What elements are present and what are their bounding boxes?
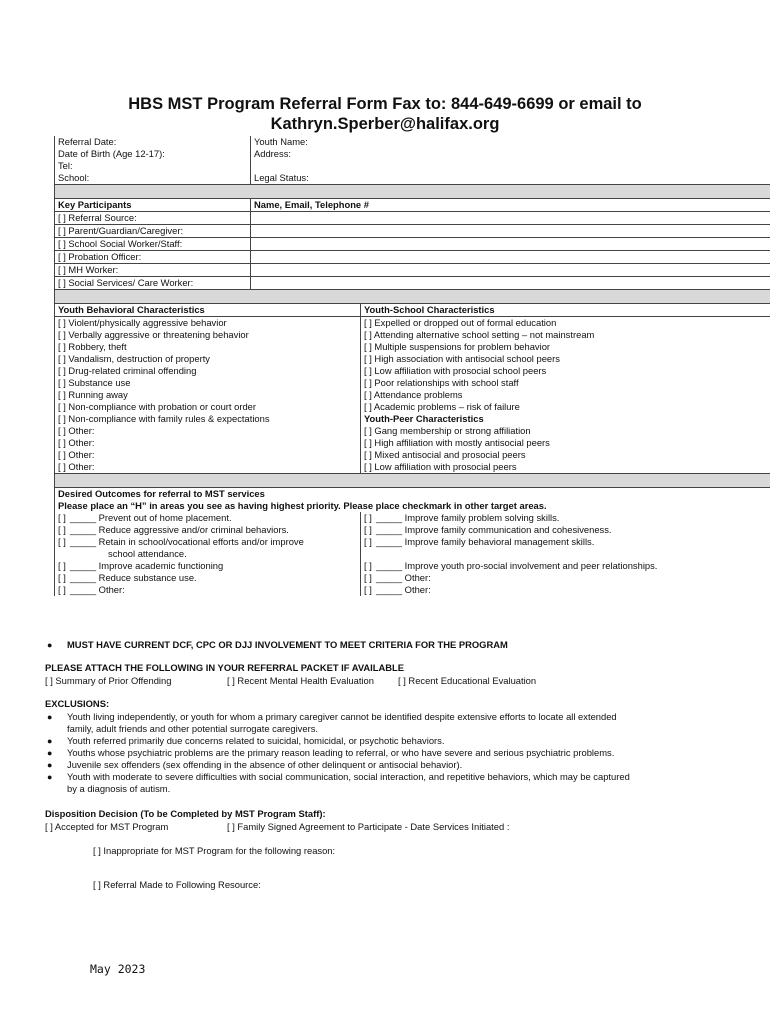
school-checkbox[interactable]: [ ] Poor relationships with school staff xyxy=(361,377,770,389)
outcome-option[interactable] xyxy=(55,548,361,560)
outcome-checkbox[interactable]: [ ] xyxy=(364,512,372,523)
characteristics-row xyxy=(55,461,770,474)
peer-checkbox[interactable]: [ ] Gang membership or strong affiliation xyxy=(361,425,770,437)
outcome-checkbox[interactable]: [ ] xyxy=(364,584,372,595)
outcome-label: _____ Other: xyxy=(70,584,125,595)
characteristics-row xyxy=(55,389,770,401)
referral-field-label[interactable] xyxy=(251,160,770,172)
section-divider xyxy=(55,290,770,304)
peer-checkbox[interactable]: [ ] High affiliation with mostly antisocial peers xyxy=(361,437,770,449)
form-title-line-2: Kathryn.Sperber@halifax.org xyxy=(270,115,500,133)
referral-row xyxy=(55,172,770,185)
outcome-checkbox[interactable]: [ ] xyxy=(364,536,372,547)
characteristics-row xyxy=(55,377,770,389)
outcome-checkbox[interactable]: [ ] xyxy=(58,524,66,535)
outcome-checkbox[interactable]: [ ] xyxy=(364,560,372,571)
participant-row xyxy=(55,212,770,225)
outcome-label: school attendance. xyxy=(108,548,187,559)
outcome-checkbox[interactable]: [ ] xyxy=(58,536,66,547)
participant-checkbox[interactable]: [ ] Probation Officer: xyxy=(55,251,251,264)
bullet-icon: ● xyxy=(47,736,53,746)
bullet-icon: ● xyxy=(47,760,53,770)
participant-contact-input[interactable] xyxy=(251,212,770,225)
outcome-checkbox[interactable]: [ ] xyxy=(58,584,66,595)
participant-row xyxy=(55,251,770,264)
participant-row xyxy=(55,277,770,290)
exclusion-text: by a diagnosis of autism. xyxy=(67,783,171,794)
outcomes-row xyxy=(55,536,770,548)
school-checkbox[interactable]: [ ] Attendance problems xyxy=(361,389,770,401)
outcome-label: _____ Improve family communication and cohesiveness. xyxy=(376,524,612,535)
outcomes-row xyxy=(55,584,770,596)
exclusion-text: Youth with moderate to severe difficulties with social communication, social interaction, and repetitive behaviors, which may be captured xyxy=(67,771,630,782)
outcome-checkbox[interactable]: [ ] xyxy=(58,560,66,571)
other-behavior-checkbox[interactable]: [ ] Other: xyxy=(55,425,361,437)
participant-row xyxy=(55,225,770,238)
referral-field-label[interactable]: Youth Name: xyxy=(251,136,770,148)
outcome-label: _____ Other: xyxy=(376,584,431,595)
participant-checkbox[interactable]: [ ] School Social Worker/Staff: xyxy=(55,238,251,251)
outcomes-row xyxy=(55,512,770,524)
outcome-label: _____ Retain in school/vocational efforts and/or improve xyxy=(70,536,304,547)
characteristics-row xyxy=(55,329,770,341)
outcome-option[interactable] xyxy=(361,560,770,572)
outcome-option[interactable] xyxy=(361,524,770,536)
school-checkbox[interactable]: [ ] Low affiliation with prosocial school peers xyxy=(361,365,770,377)
behavioral-checkbox[interactable]: [ ] Drug-related criminal offending xyxy=(55,365,361,377)
outcome-option[interactable] xyxy=(55,524,361,536)
divider-row xyxy=(55,290,770,304)
behavioral-checkbox[interactable]: [ ] Robbery, theft xyxy=(55,341,361,353)
outcome-label: _____ Improve youth pro-social involvement and peer relationships. xyxy=(376,560,658,571)
outcome-label: _____ Prevent out of home placement. xyxy=(70,512,232,523)
participants-header-row xyxy=(55,199,770,212)
participant-checkbox[interactable]: [ ] MH Worker: xyxy=(55,264,251,277)
behavioral-checkbox[interactable]: [ ] Non-compliance with probation or court order xyxy=(55,401,361,413)
referral-field-label[interactable]: Address: xyxy=(251,148,770,160)
outcome-label: _____ Reduce substance use. xyxy=(70,572,197,583)
outcome-option[interactable] xyxy=(361,572,770,584)
behavioral-checkbox[interactable]: [ ] Vandalism, destruction of property xyxy=(55,353,361,365)
other-behavior-checkbox[interactable]: [ ] Other: xyxy=(55,461,361,474)
peer-checkbox[interactable]: [ ] Low affiliation with prosocial peers xyxy=(361,461,770,474)
participant-contact-input[interactable] xyxy=(251,264,770,277)
footer-date: May 2023 xyxy=(90,962,146,976)
exclusions-heading: EXCLUSIONS: xyxy=(45,698,110,709)
behavioral-checkbox[interactable]: [ ] Verbally aggressive or threatening behavior xyxy=(55,329,361,341)
must-have-notice: MUST HAVE CURRENT DCF, CPC OR DJJ INVOLVEMENT TO MEET CRITERIA FOR THE PROGRAM xyxy=(67,639,508,650)
characteristics-row xyxy=(55,365,770,377)
referral-field-label: Referral Date: xyxy=(55,136,251,148)
accepted-checkbox[interactable]: [ ] Accepted for MST Program xyxy=(45,821,169,832)
divider-row xyxy=(55,185,770,199)
outcomes-header: Desired Outcomes for referral to MST services xyxy=(55,488,770,501)
characteristics-row xyxy=(55,413,770,425)
exclusion-text: Youth referred primarily due concerns related to suicidal, homicidal, or psychotic behaviors. xyxy=(67,735,445,746)
outcomes-instruction: Please place an “H” in areas you see as having highest priority. Please place checkmark in other target areas. xyxy=(55,500,770,512)
attach-heading: PLEASE ATTACH THE FOLLOWING IN YOUR REFERRAL PACKET IF AVAILABLE xyxy=(45,662,405,673)
characteristics-row xyxy=(55,341,770,353)
divider-row xyxy=(55,474,770,488)
outcome-checkbox[interactable]: [ ] xyxy=(58,512,66,523)
outcome-option[interactable] xyxy=(55,512,361,524)
outcomes-row xyxy=(55,548,770,560)
characteristics-row xyxy=(55,353,770,365)
other-behavior-checkbox[interactable]: [ ] Other: xyxy=(55,437,361,449)
participant-contact-input[interactable] xyxy=(251,238,770,251)
outcomes-row xyxy=(55,524,770,536)
outcomes-header-row xyxy=(55,488,770,501)
bullet-icon: ● xyxy=(47,748,53,758)
outcomes-row xyxy=(55,572,770,584)
participant-contact-input[interactable] xyxy=(251,225,770,238)
disposition-heading: Disposition Decision (To be Completed by MST Program Staff): xyxy=(45,808,326,819)
peer-checkbox[interactable]: [ ] Mixed antisocial and prosocial peers xyxy=(361,449,770,461)
referral-row xyxy=(55,160,770,172)
bullet-icon: ● xyxy=(47,772,53,782)
outcome-label: _____ Improve academic functioning xyxy=(70,560,224,571)
other-behavior-checkbox[interactable]: [ ] Other: xyxy=(55,449,361,461)
characteristics-header-row xyxy=(55,304,770,317)
attach-mental-health-checkbox[interactable]: [ ] Recent Mental Health Evaluation xyxy=(227,675,374,686)
behavioral-checkbox[interactable]: [ ] Violent/physically aggressive behavior xyxy=(55,317,361,330)
referral-field-label[interactable]: Legal Status: xyxy=(251,172,770,185)
outcome-option[interactable] xyxy=(55,536,361,548)
referral-resource-checkbox[interactable]: [ ] Referral Made to Following Resource: xyxy=(93,879,261,890)
outcome-option[interactable] xyxy=(55,572,361,584)
referral-row xyxy=(55,136,770,148)
characteristics-row xyxy=(55,425,770,437)
form-title-line-1: HBS MST Program Referral Form Fax to: 844-649-6699 or email to xyxy=(128,95,642,113)
outcome-option[interactable] xyxy=(361,512,770,524)
bullet-icon: ● xyxy=(47,640,53,650)
characteristics-row xyxy=(55,401,770,413)
participant-checkbox[interactable]: [ ] Parent/Guardian/Caregiver: xyxy=(55,225,251,238)
section-divider xyxy=(55,185,770,199)
school-checkbox[interactable]: [ ] Attending alternative school setting – not mainstream xyxy=(361,329,770,341)
participant-contact-input[interactable] xyxy=(251,251,770,264)
outcome-checkbox[interactable]: [ ] xyxy=(58,572,66,583)
outcome-label: _____ Improve family problem solving skills. xyxy=(376,512,560,523)
outcome-checkbox[interactable]: [ ] xyxy=(364,572,372,583)
behavioral-checkbox[interactable]: [ ] Non-compliance with family rules & expectations xyxy=(55,413,361,425)
outcome-option[interactable] xyxy=(361,536,770,548)
attach-educational-checkbox[interactable]: [ ] Recent Educational Evaluation xyxy=(398,675,537,686)
school-checkbox[interactable]: [ ] High association with antisocial school peers xyxy=(361,353,770,365)
exclusion-text: Youths whose psychiatric problems are the primary reason leading to referral, or who have severe and serious psychiatric problems. xyxy=(67,747,615,758)
school-checkbox[interactable]: [ ] Academic problems – risk of failure xyxy=(361,401,770,413)
outcome-label: _____ Other: xyxy=(376,572,431,583)
school-checkbox[interactable]: [ ] Multiple suspensions for problem behavior xyxy=(361,341,770,353)
participant-row xyxy=(55,264,770,277)
referral-field-label: Date of Birth (Age 12-17): xyxy=(55,148,251,160)
participant-row xyxy=(55,238,770,251)
family-signed-checkbox[interactable]: [ ] Family Signed Agreement to Participate - Date Services Initiated : xyxy=(227,821,510,832)
outcome-label: _____ Improve family behavioral management skills. xyxy=(376,536,595,547)
form-title xyxy=(0,94,770,134)
outcome-option[interactable] xyxy=(361,548,770,560)
outcome-option[interactable] xyxy=(55,584,361,596)
referral-row xyxy=(55,148,770,160)
outcome-option[interactable] xyxy=(361,584,770,596)
outcome-label: _____ Reduce aggressive and/or criminal behaviors. xyxy=(70,524,289,535)
referral-field-label: School: xyxy=(55,172,251,185)
participants-header: Key Participants xyxy=(55,199,251,212)
exclusion-text: family, adult friends and other potential surrogate caregivers. xyxy=(67,723,318,734)
outcome-option[interactable] xyxy=(55,560,361,572)
exclusion-text: Juvenile sex offenders (sex offending in the absence of other delinquent or antisocial behavior). xyxy=(67,759,463,770)
behavioral-checkbox[interactable]: [ ] Running away xyxy=(55,389,361,401)
bullet-icon: ● xyxy=(47,712,53,722)
exclusion-text: Youth living independently, or youth for whom a primary caregiver cannot be identified despite extensive efforts to locate all extended xyxy=(67,711,617,722)
section-divider xyxy=(55,474,770,488)
outcome-checkbox[interactable]: [ ] xyxy=(364,524,372,535)
participant-checkbox[interactable]: [ ] Social Services/ Care Worker: xyxy=(55,277,251,290)
behavioral-checkbox[interactable]: [ ] Substance use xyxy=(55,377,361,389)
participant-contact-input[interactable] xyxy=(251,277,770,290)
participant-checkbox[interactable]: [ ] Referral Source: xyxy=(55,212,251,225)
outcomes-row xyxy=(55,560,770,572)
referral-field-label: Tel: xyxy=(55,160,251,172)
behavioral-header: Youth Behavioral Characteristics xyxy=(55,304,361,317)
school-checkbox[interactable]: [ ] Expelled or dropped out of formal education xyxy=(361,317,770,330)
characteristics-row xyxy=(55,317,770,330)
referral-form-table xyxy=(54,136,770,596)
characteristics-row xyxy=(55,437,770,449)
inappropriate-checkbox[interactable]: [ ] Inappropriate for MST Program for the following reason: xyxy=(93,845,336,856)
peer-header: Youth-Peer Characteristics xyxy=(361,413,770,425)
attach-prior-offending-checkbox[interactable]: [ ] Summary of Prior Offending xyxy=(45,675,172,686)
characteristics-row xyxy=(55,449,770,461)
outcomes-instruction-row xyxy=(55,500,770,512)
school-header: Youth-School Characteristics xyxy=(361,304,770,317)
participants-contact-header: Name, Email, Telephone # xyxy=(251,199,770,212)
